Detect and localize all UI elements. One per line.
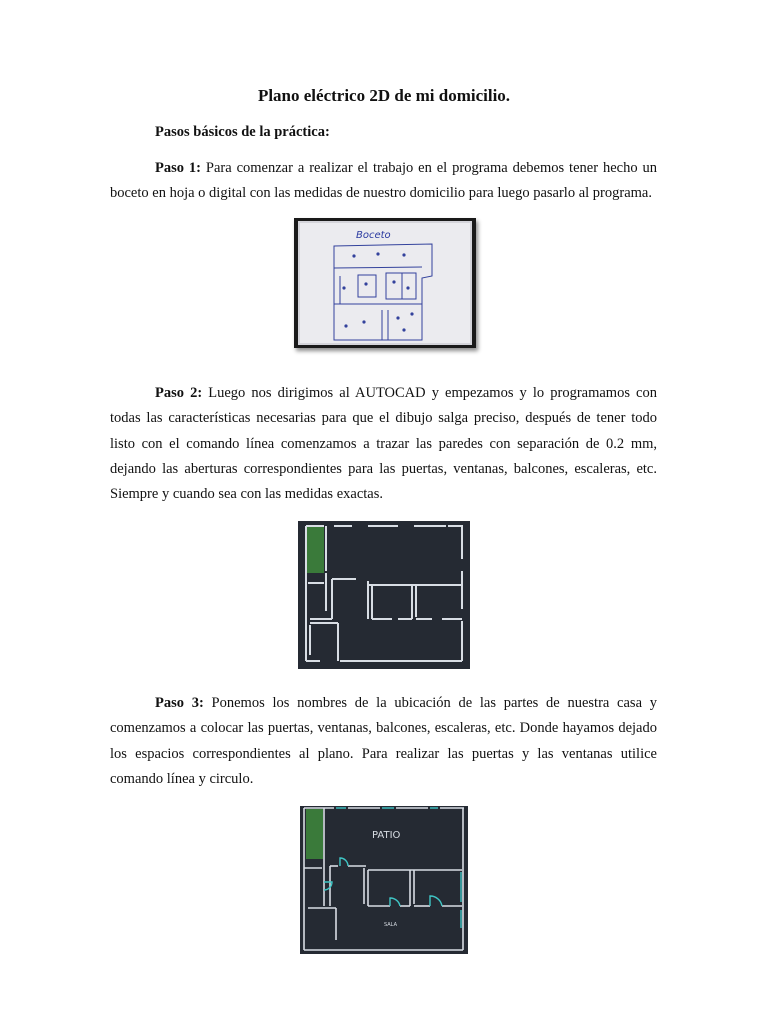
plan-label-sala: SALA <box>384 922 398 928</box>
autocad-plan-screenshot <box>300 806 468 954</box>
step-2-label: Paso 2: <box>155 385 203 401</box>
step-1-label: Paso 1: <box>155 160 201 176</box>
document-title: Plano eléctrico 2D de mi domicilio. <box>257 86 511 105</box>
step-3-paragraph <box>110 691 657 792</box>
step-2-paragraph <box>110 381 657 507</box>
step-2-text: Luego nos dirigimos al AUTOCAD y empezamos y lo programamos con todas las características necesarias para que el dibujo salga preciso, después de tener todo listo con el comando línea comenzamos a trazar las paredes con separación de 0.2 mm, dejando las aberturas correspondientes para las puertas, ventanas, balcones, escaleras, etc. Siempre y cuando sea con las medidas exactas. <box>110 385 657 503</box>
step-3-text: Ponemos los nombres de la ubicación de las partes de nuestra casa y comenzamos a colocar las puertas, ventanas, balcones, escaleras, etc. Donde hayamos dejado los espacios correspondientes al plano. Para realizar las puertas y las ventanas utilice comando línea y circulo. <box>110 695 657 787</box>
step-3-label: Paso 3: <box>155 695 204 711</box>
section-subheading: Pasos básicos de la práctica: <box>155 124 330 140</box>
autocad-walls-screenshot <box>298 521 470 669</box>
plan-label-patio: PATIO <box>372 830 401 841</box>
sketch-caption: Boceto <box>356 230 391 241</box>
step-1-paragraph <box>110 156 657 207</box>
sketch-photo <box>294 218 476 348</box>
step-1-text: Para comenzar a realizar el trabajo en el programa debemos tener hecho un boceto en hoja o digital con las medidas de nuestro domicilio para luego pasarlo al programa. <box>110 160 657 202</box>
